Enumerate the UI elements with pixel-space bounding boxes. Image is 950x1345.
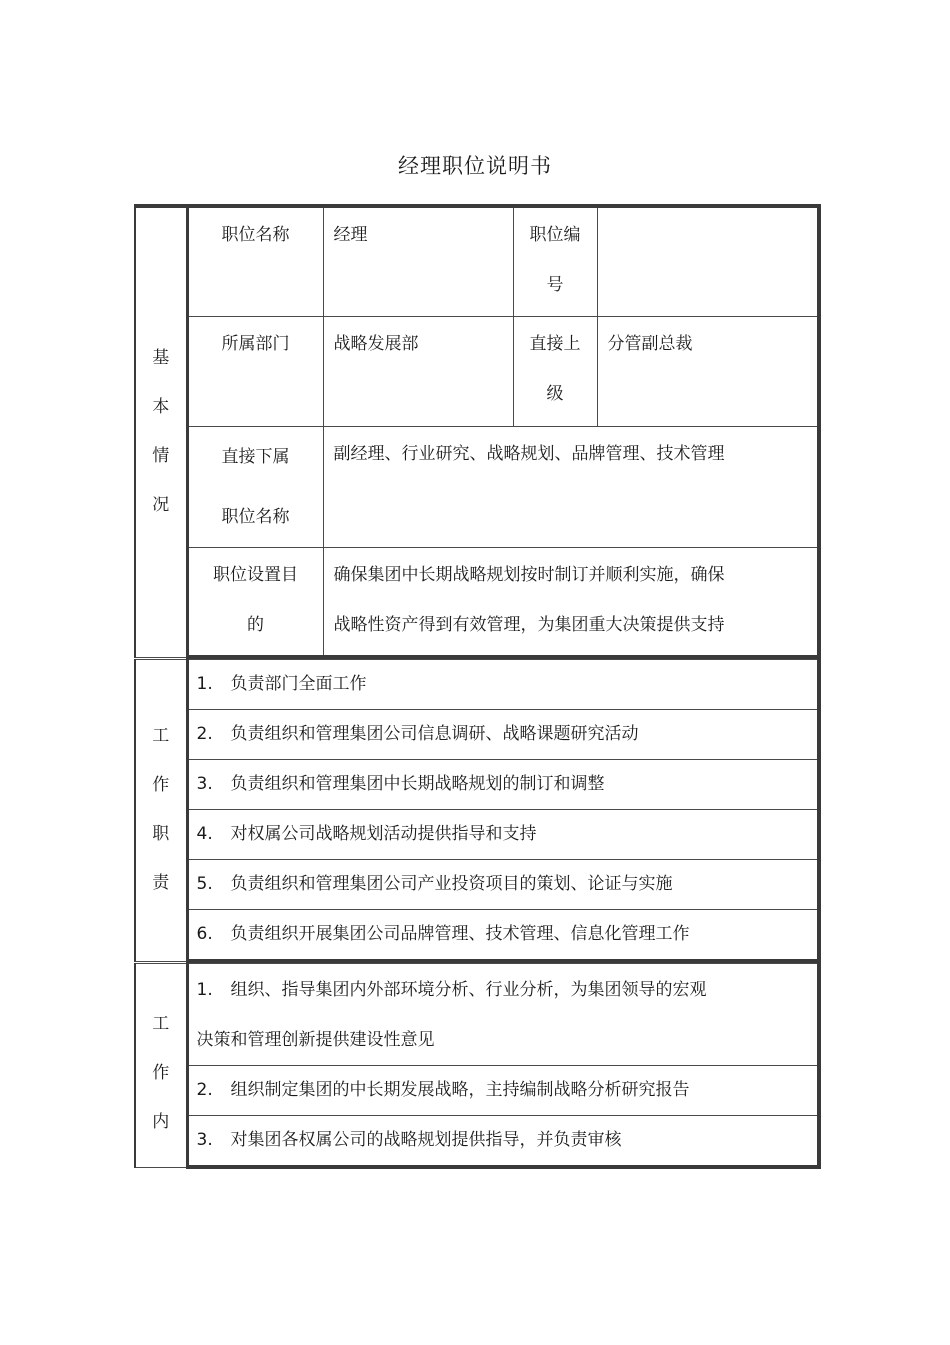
superior-value: 分管副总裁 bbox=[597, 316, 819, 426]
superior-label: 直接上 级 bbox=[513, 316, 597, 426]
content-item: 3. 对集团各权属公司的战略规划提供指导，并负责审核 bbox=[187, 1116, 819, 1168]
content-item: 1. 组织、指导集团内外部环境分析、行业分析，为集团领导的宏观 决策和管理创新提供建设性意见 bbox=[187, 964, 819, 1066]
content-item: 2. 组织制定集团的中长期发展战略，主持编制战略分析研究报告 bbox=[187, 1066, 819, 1116]
duty-item: 6. 负责组织开展集团公司品牌管理、技术管理、信息化管理工作 bbox=[187, 910, 819, 962]
position-name-value: 经理 bbox=[323, 206, 513, 316]
section-label-basic: 基 本 情 况 bbox=[135, 206, 187, 657]
duty-item: 1. 负责部门全面工作 bbox=[187, 660, 819, 710]
job-description-form bbox=[134, 204, 818, 1169]
subordinates-value: 副经理、行业研究、战略规划、品牌管理、技术管理 bbox=[323, 426, 819, 547]
position-code-value bbox=[597, 206, 819, 316]
content-table bbox=[134, 963, 821, 1169]
duty-item: 4. 对权属公司战略规划活动提供指导和支持 bbox=[187, 810, 819, 860]
duty-item: 2. 负责组织和管理集团公司信息调研、战略课题研究活动 bbox=[187, 710, 819, 760]
position-name-label: 职位名称 bbox=[187, 206, 323, 316]
duty-item: 3. 负责组织和管理集团中长期战略规划的制订和调整 bbox=[187, 760, 819, 810]
department-label: 所属部门 bbox=[187, 316, 323, 426]
section-label-duties: 工 作 职 责 bbox=[135, 660, 187, 962]
department-value: 战略发展部 bbox=[323, 316, 513, 426]
subordinates-label: 直接下属 职位名称 bbox=[187, 426, 323, 547]
purpose-label: 职位设置目 的 bbox=[187, 547, 323, 657]
duties-table bbox=[134, 659, 821, 963]
basic-info-table bbox=[134, 204, 821, 659]
duty-item: 5. 负责组织和管理集团公司产业投资项目的策划、论证与实施 bbox=[187, 860, 819, 910]
position-code-label: 职位编 号 bbox=[513, 206, 597, 316]
section-label-content: 工 作 内 bbox=[135, 964, 187, 1168]
purpose-value: 确保集团中长期战略规划按时制订并顺利实施，确保 战略性资产得到有效管理，为集团重大决策提供支持 bbox=[323, 547, 819, 657]
page-title: 经理职位说明书 bbox=[398, 154, 552, 178]
